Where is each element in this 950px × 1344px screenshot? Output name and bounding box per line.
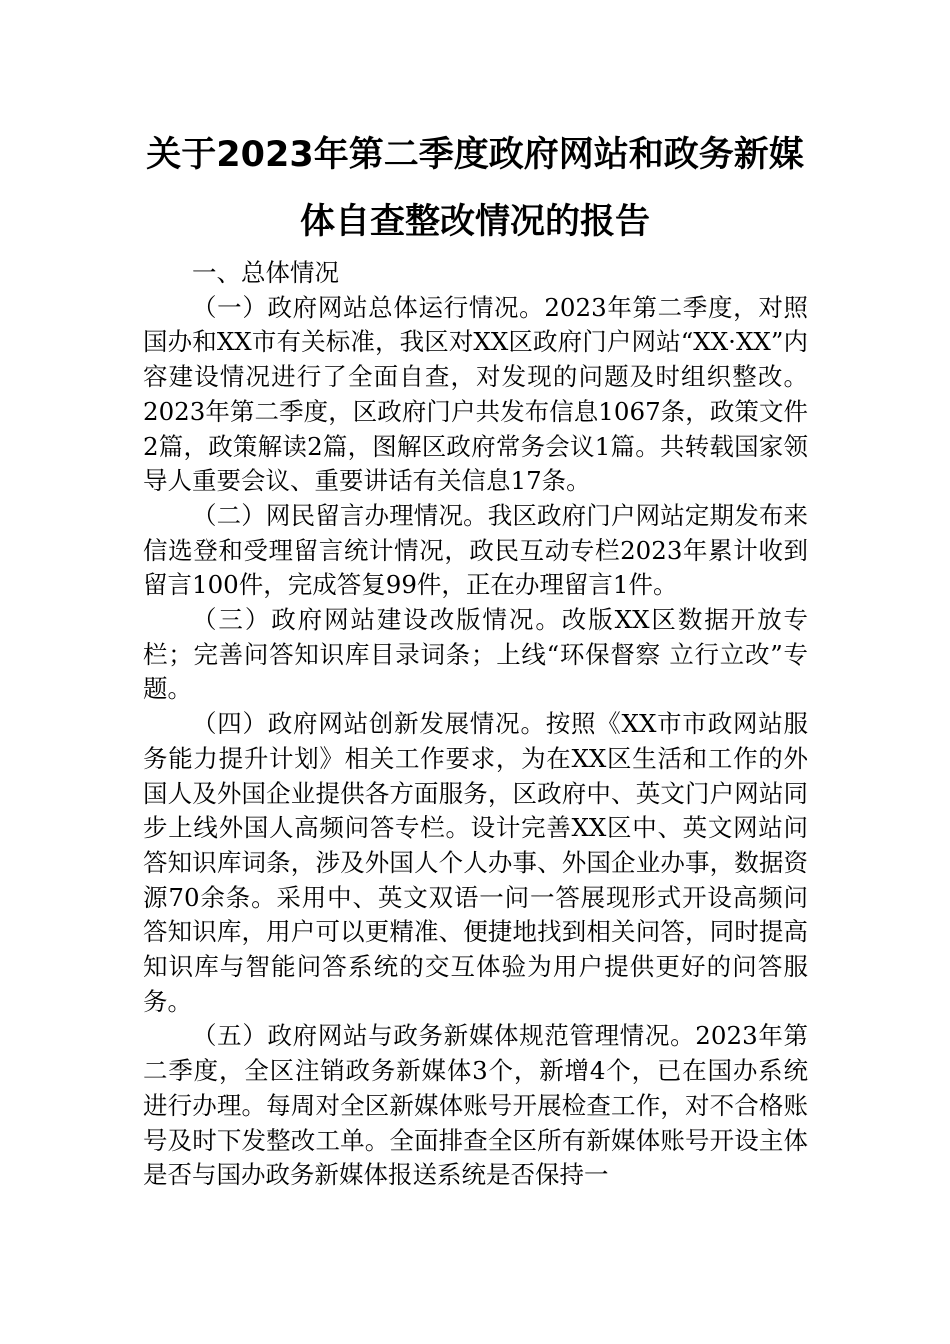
document-title-line-2: 体自查整改情况的报告 bbox=[299, 202, 650, 242]
document-title-line-1: 关于2023年第二季度政府网站和政务新媒 bbox=[146, 135, 804, 175]
paragraph-new-media-management: （五）政府网站与政务新媒体规范管理情况。2023年第二季度，全区注销政务新媒体3个，新增4个，已在国办系统进行办理。每周对全区新媒体账号开展检查工作，对不合格账号及时下发整改工单。全面排查全区所有新媒体账号开设主体是否与国办政务新媒体报送系统是否保持一 bbox=[143, 1021, 808, 1190]
paragraph-message-handling: （二）网民留言办理情况。我区政府门户网站定期发布来信选登和受理留言统计情况，政民互动专栏2023年累计收到留言100件，完成答复99件，正在办理留言1件。 bbox=[143, 500, 808, 600]
section-heading-overall: 一、总体情况 bbox=[192, 258, 339, 287]
paragraph-website-redesign: （三）政府网站建设改版情况。改版XX区数据开放专栏；完善问答知识库目录词条；上线“环保督察 立行立改”专题。 bbox=[143, 605, 808, 704]
paragraph-innovation: （四）政府网站创新发展情况。按照《XX市市政网站服务能力提升计划》相关工作要求，为在XX区生活和工作的外国人及外国企业提供各方面服务，区政府中、英文门户网站同步上线外国人高频问答专栏。设计完善XX区中、英文网站问答知识库词条，涉及外国人个人办事、外国企业办事，数据资源70余条。采用中、英文双语一问一答展现形式开设高频问答知识库，用户可以更精准、便捷地找到相关问答，同时提高知识库与智能问答系统的交互体验为用户提供更好的问答服务。 bbox=[143, 709, 808, 1016]
document-body bbox=[143, 256, 808, 1193]
paragraph-website-operation: （一）政府网站总体运行情况。2023年第二季度，对照国办和XX市有关标准，我区对XX区政府门户网站“XX·XX”内容建设情况进行了全面自查，对发现的问题及时组织整改。2023年第二季度，区政府门户共发布信息1067条，政策文件2篇，政策解读2篇，图解区政府常务会议1篇。共转载国家领导人重要会议、重要讲话有关信息17条。 bbox=[143, 292, 808, 496]
